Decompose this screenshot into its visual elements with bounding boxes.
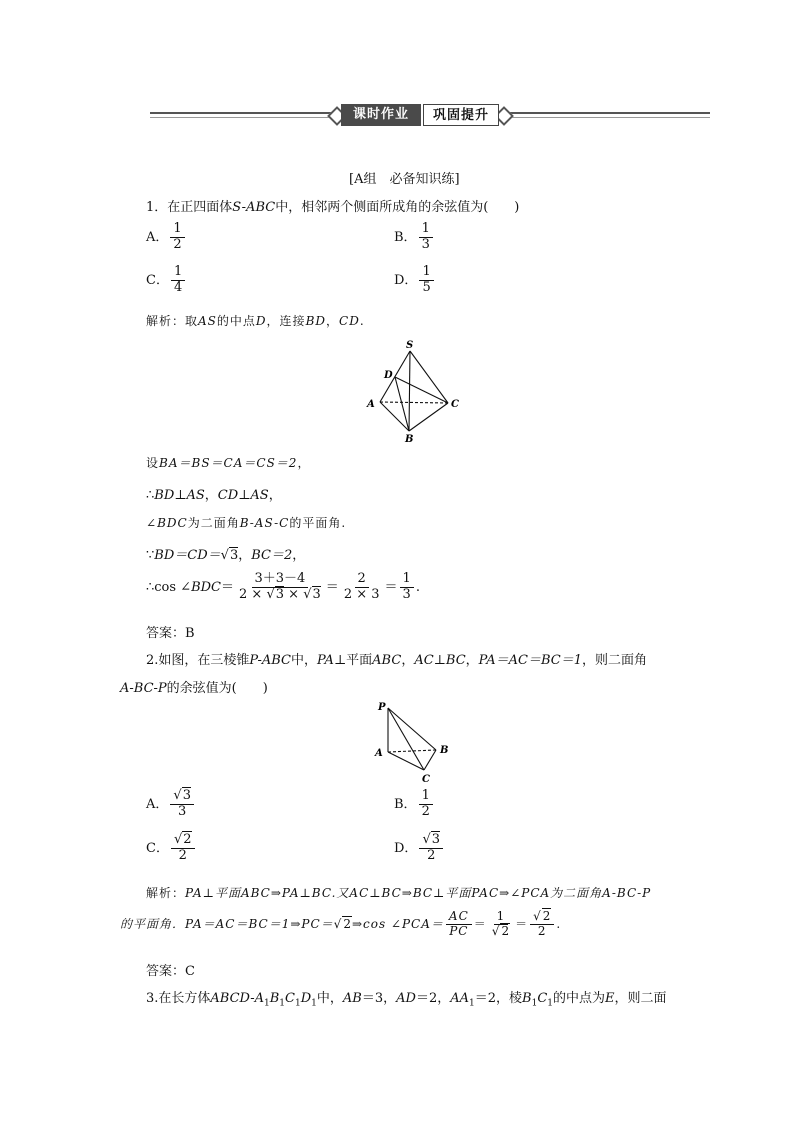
q1-option-b: B． $\frac{1}{3}$ [394, 222, 435, 253]
q1-solution-intro: 解析：取AS的中点D，连接BD，CD. [146, 314, 365, 328]
label-C: C [451, 399, 459, 410]
q1-stem: 1．在正四面体S-ABC中，相邻两个侧面所成角的余弦值为( ) [146, 200, 520, 215]
header-rule-left [150, 112, 340, 114]
q2-answer: 答案：C [146, 964, 195, 979]
q2-option-c: C． $\frac{√2}{2}$ [146, 833, 197, 864]
q2-stem-line1: 2.如图，在三棱锥P-ABC中，PA⊥平面ABC，AC⊥BC，PA＝AC＝BC＝1，则二面角 [146, 653, 647, 668]
q1-solution-line1: 设BA＝BS＝CA＝CS＝2， [146, 456, 311, 470]
q1-solution-line2: ∴BD⊥AS，CD⊥AS， [146, 488, 282, 503]
q2-option-a: A． $\frac{√3}{3}$ [146, 789, 196, 820]
q2-stem-line2: A-BC-P的余弦值为( ) [120, 681, 268, 696]
label-C: C [422, 774, 430, 785]
q1-tetrahedron-figure [360, 338, 470, 446]
label-P: P [378, 702, 386, 713]
q1-solution-line5: ∴cos ∠BDC＝ $\frac{3+3-4}{2 \times √3 \times √3}$ ＝ $\frac{2}{2 \times 3}$ ＝ $\frac{1}{3}$ . [146, 571, 420, 602]
q1-option-d: D． $\frac{1}{5}$ [394, 265, 436, 296]
q1-solution-line3: ∠BDC为二面角B-AS-C的平面角. [146, 516, 347, 530]
label-D: D [384, 370, 393, 381]
q1-solution-line4: ∵BD＝CD＝√3，BC＝2， [146, 548, 306, 563]
label-S: S [406, 340, 414, 351]
label-B: B [440, 745, 449, 756]
label-B: B [405, 434, 414, 445]
q2-option-d: D． $\frac{√3}{2}$ [394, 833, 445, 864]
q1-answer: 答案：B [146, 626, 195, 641]
section-title: [A组 必备知识练] [349, 172, 460, 187]
q1-option-a: A． $\frac{1}{2}$ [146, 222, 187, 253]
q3-stem-line1: 3.在长方体ABCD-$A_1B_1C_1D_1$中，AB＝3，AD＝2，$AA_1=2$，棱$B_1C_1$的中点为E，则二面 [146, 991, 667, 1009]
q2-pyramid-figure [372, 700, 462, 786]
header-rule-left-thin [150, 117, 340, 118]
label-A: A [367, 399, 375, 410]
q2-option-b: B． $\frac{1}{2}$ [394, 789, 435, 820]
q2-solution-line2: 的平面角．PA＝AC＝BC＝1⇒PC＝√2⇒cos ∠PCA＝ $\frac{AC}{PC}$ ＝ $\frac{1}{√2}$ ＝ $\frac{√2}{2}$ . [120, 909, 562, 938]
label-A: A [375, 748, 383, 759]
header-rule-right [500, 112, 710, 114]
header-rule-right-thin [500, 117, 710, 118]
q1-option-c: C． $\frac{1}{4}$ [146, 265, 187, 296]
q2-solution-line1: 解析：PA⊥平面ABC⇒PA⊥BC.又AC⊥BC⇒BC⊥平面PAC⇒∠PCA为二面角A-BC-P [146, 886, 652, 900]
header-right-label: 巩固提升 [423, 104, 499, 126]
header-left-label: 课时作业 [341, 104, 421, 126]
